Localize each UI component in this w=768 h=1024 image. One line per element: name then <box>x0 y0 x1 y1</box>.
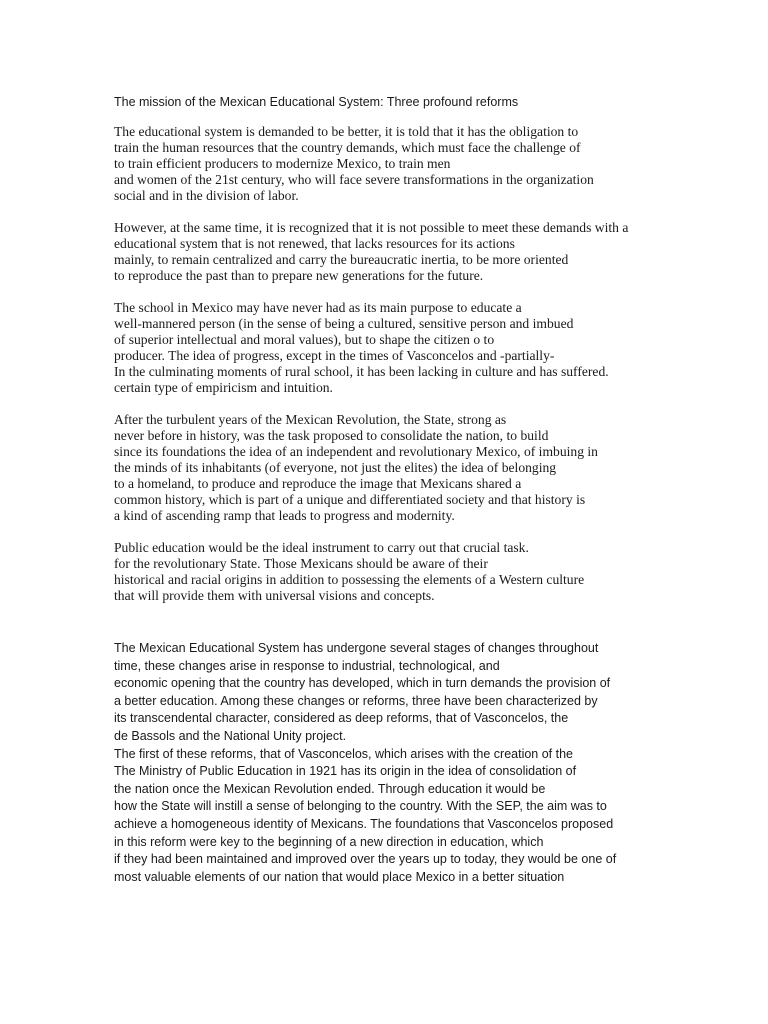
paragraph-4 <box>114 412 664 524</box>
text-line: Public education would be the ideal instrument to carry out that crucial task. <box>114 540 529 555</box>
document-title: The mission of the Mexican Educational System: Three profound reforms <box>114 95 519 109</box>
text-line: well-mannered person (in the sense of being a cultured, sensitive person and imbued <box>114 316 574 331</box>
text-line: economic opening that the country has developed, which in turn demands the provision of <box>114 676 611 691</box>
text-line: a kind of ascending ramp that leads to progress and modernity. <box>114 508 455 523</box>
text-line: certain type of empiricism and intuition. <box>114 380 333 395</box>
text-line: since its foundations the idea of an independent and revolutionary Mexico, of imbuing in <box>114 444 598 459</box>
text-line: The Mexican Educational System has undergone several stages of changes throughout <box>114 641 599 655</box>
text-line: that will provide them with universal visions and concepts. <box>114 588 435 603</box>
text-line: achieve a homogeneous identity of Mexicans. The foundations that Vasconcelos proposed <box>114 816 614 831</box>
text-line: train the human resources that the country demands, which must face the challenge of <box>114 140 581 155</box>
text-line: time, these changes arise in response to industrial, technological, and <box>114 658 500 673</box>
text-line: social and in the division of labor. <box>114 188 299 203</box>
paragraph-2 <box>114 220 664 284</box>
text-line: The Ministry of Public Education in 1921 has its origin in the idea of consolidation of <box>114 764 577 779</box>
text-line: common history, which is part of a unique and differentiated society and that history is <box>114 492 586 507</box>
text-line: historical and racial origins in addition to possessing the elements of a Western culture <box>114 572 585 587</box>
text-line: producer. The idea of progress, except in the times of Vasconcelos and -partially- <box>114 348 555 363</box>
text-line: mainly, to remain centralized and carry the bureaucratic inertia, to be more oriented <box>114 252 569 267</box>
text-line: never before in history, was the task proposed to consolidate the nation, to build <box>114 428 549 443</box>
paragraph-3 <box>114 300 664 396</box>
text-line: educational system that is not renewed, that lacks resources for its actions <box>114 236 515 251</box>
document-page <box>114 94 664 886</box>
text-line: most valuable elements of our nation that would place Mexico in a better situation <box>114 869 565 884</box>
text-line: to reproduce the past than to prepare new generations for the future. <box>114 268 484 283</box>
paragraph-1 <box>114 124 664 204</box>
text-line: The educational system is demanded to be better, it is told that it has the obligation to <box>114 124 579 139</box>
text-line: The school in Mexico may have never had as its main purpose to educate a <box>114 300 522 315</box>
text-line: of superior intellectual and moral values), but to shape the citizen o to <box>114 332 495 347</box>
text-line: for the revolutionary State. Those Mexicans should be aware of their <box>114 556 488 571</box>
text-line: the nation once the Mexican Revolution ended. Through education it would be <box>114 781 546 796</box>
text-line: However, at the same time, it is recognized that it is not possible to meet these demands with a <box>114 220 629 235</box>
text-line: the minds of its inhabitants (of everyone, not just the elites) the idea of belonging <box>114 460 557 475</box>
text-line: to train efficient producers to modernize Mexico, to train men <box>114 156 451 171</box>
text-line: In the culminating moments of rural school, it has been lacking in culture and has suffered. <box>114 364 609 379</box>
text-line: to a homeland, to produce and reproduce the image that Mexicans shared a <box>114 476 522 491</box>
text-line: in this reform were key to the beginning of a new direction in education, which <box>114 834 544 849</box>
text-line: how the State will instill a sense of belonging to the country. With the SEP, the aim was to <box>114 799 607 814</box>
text-line: and women of the 21st century, who will face severe transformations in the organization <box>114 172 594 187</box>
paragraph-reforms <box>114 640 664 886</box>
text-line: a better education. Among these changes or reforms, three have been characterized by <box>114 693 598 708</box>
text-line: After the turbulent years of the Mexican Revolution, the State, strong as <box>114 412 507 427</box>
paragraph-5 <box>114 540 664 604</box>
text-line: The first of these reforms, that of Vasconcelos, which arises with the creation of the <box>114 746 574 761</box>
text-line: if they had been maintained and improved over the years up to today, they would be one of <box>114 852 617 867</box>
text-line: de Bassols and the National Unity project. <box>114 728 347 743</box>
text-line: its transcendental character, considered as deep reforms, that of Vasconcelos, the <box>114 711 569 726</box>
